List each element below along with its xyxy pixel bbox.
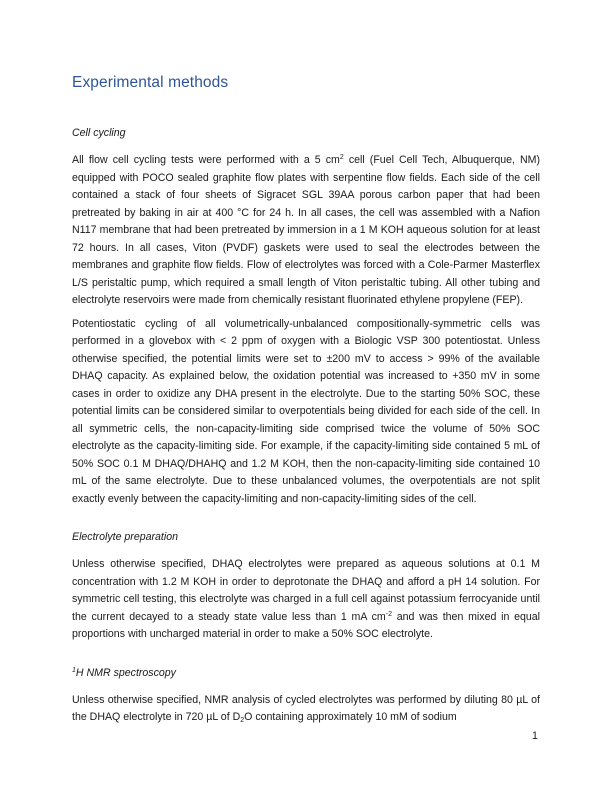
superscript: 1 (72, 666, 76, 674)
text-run: and was then mixed in equal proportions with uncharged material in order to make a 50% SOC electrolyte. (72, 610, 541, 640)
text-run: H NMR spectroscopy (75, 666, 176, 679)
text-run: O containing approximately 10 mM of sodium (244, 711, 457, 723)
text-run: All flow cell cycling tests were performed with a 5 cm (72, 154, 340, 166)
superscript: 2 (339, 154, 344, 161)
paragraph-cell-cycling-2: Potentiostatic cycling of all volumetrically-unbalanced compositionally-symmetric cells was performed in a glovebox with < 2 ppm of oxygen with a Biologic VSP 300 potentiostat. Unless otherwise specified, the potential limits were set to ±200 mV to access > 99% of the available DHAQ capacity. As explained below, the oxidation potential was increased to +350 mV in some cases in order to oxidize any DHA present in the electrolyte. Due to the starting 50% SOC, these potential limits can be considered similar to overpotentials being divided for each side of the cell. In all symmetric cells, the non-capacity-limiting side comprised twice the volume of 50% SOC electrolyte as the capacity-limiting side. For example, if the capacity-limiting side contained 5 mL of 50% SOC 0.1 M DHAQ/DHAHQ and 1.2 M KOH, then the non-capacity-limiting side contained 10 mL of the same electrolyte. Due to these unbalanced volumes, the overpotentials are not split exactly evenly between the capacity-limiting and non-capacity-limiting sides of the cell. (72, 317, 540, 505)
paragraph-cell-cycling-1 (72, 152, 540, 310)
text-run: Unless otherwise specified, NMR analysis of cycled electrolytes was performed by diluting 80 µL of the DHAQ electrolyte in 720 µL of D (72, 693, 540, 723)
page-number: 1 (532, 730, 538, 742)
paragraph-electrolyte-preparation (72, 556, 540, 644)
superscript: -2 (385, 610, 392, 618)
section-title: Experimental methods (72, 74, 229, 91)
text-run: Unless otherwise specified, DHAQ electrolytes were prepared as aqueous solutions at 0.1 M concentration with 1.2 M KOH in order to deprotonate the DHAQ and afford a pH 14 solution. For symmetric cell testing, this electrolyte was charged in a full cell against potassium ferrocyanide until the current decayed to a steady state value less than 1 mA cm (72, 558, 540, 623)
subscript: 2 (240, 717, 245, 724)
paragraph-nmr (72, 692, 540, 727)
subheading-nmr-spectroscopy (72, 666, 540, 680)
subheading-electrolyte-preparation: Electrolyte preparation (72, 531, 178, 543)
subheading-cell-cycling: Cell cycling (72, 127, 126, 139)
text-run: cell (Fuel Cell Tech, Albuquerque, NM) equipped with POCO sealed graphite flow plates with serpentine flow fields. Each side of the cell contained a stack of four sheets of Sigracet SGL 39AA porous carbon paper that had been pretreated by baking in air at 400 °C for 24 h. In all cases, the cell was assembled with a Nafion N117 membrane that had been pretreated by immersion in a 1 M KOH aqueous solution for at least 72 hours. In all cases, Viton (PVDF) gaskets were used to seal the electrodes between the membranes and graphite flow fields. Flow of electrolytes was forced with a Cole-Parmer Masterflex L/S peristaltic pump, which required a small length of Viton peristaltic tubing. All other tubing and electrolyte reservoirs were made from chemically resistant fluorinated ethylene propylene (FEP). (72, 154, 541, 306)
page-content (72, 74, 540, 727)
